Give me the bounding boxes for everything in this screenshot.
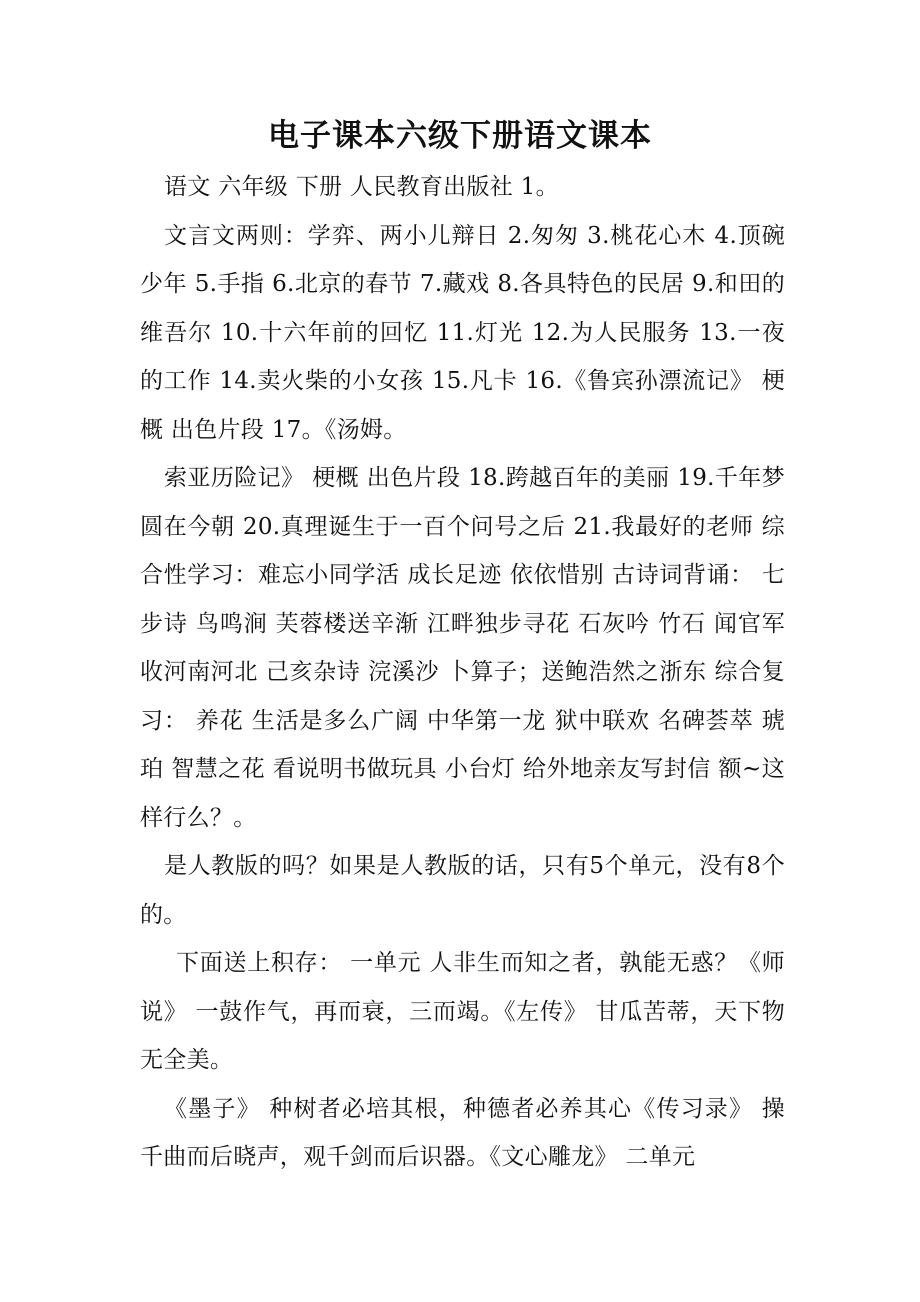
paragraph-note: 是人教版的吗？如果是人教版的话，只有5个单元，没有8个的。	[140, 853, 785, 928]
document-body	[140, 163, 785, 1182]
paragraph-intro: 语文 六年级 下册 人民教育出版社 1。	[164, 174, 559, 200]
paragraph-lesson-list-2: 索亚历险记》 梗概 出色片段 18.跨越百年的美丽 19.千年梦圆在今朝 20.真理诞生于一百个问号之后 21.我最好的老师 综合性学习：难忘小同学活 成长足迹 依依惜别 古诗词背诵： 七步诗 鸟鸣涧 芙蓉楼送辛渐 江畔独步寻花 石灰吟 竹石 闻官军收河南河北 己亥杂诗 浣溪沙 卜算子；送鲍浩然之浙东 综合复习： 养花 生活是多么广阔 中华第一龙 狱中联欢 名碑荟萃 琥珀 智慧之花 看说明书做玩具 小台灯 给外地亲友写封信 额~这样行么？。	[140, 465, 785, 831]
paragraph-quotes-1: 下面送上积存： 一单元 人非生而知之者，孰能无惑？《师说》 一鼓作气，再而衰，三而竭。《左传》 甘瓜苦蒂，天下物无全美。	[140, 950, 785, 1073]
paragraph-lesson-list-1: 文言文两则：学弈、两小儿辩日 2.匆匆 3.桃花心木 4.顶碗少年 5.手指 6.北京的春节 7.藏戏 8.各具特色的民居 9.和田的维吾尔 10.十六年前的回忆 11.灯光 12.为人民服务 13.一夜的工作 14.卖火柴的小女孩 15.凡卡 16.《鲁宾孙漂流记》 梗概 出色片段 17。《汤姆。	[140, 222, 785, 443]
paragraph-quotes-2: 《墨子》 种树者必培其根，种德者必养其心《传习录》 操千曲而后晓声，观千剑而后识器。《文心雕龙》 二单元	[140, 1095, 785, 1170]
document-title: 电子课本六级下册语文课本	[268, 118, 652, 154]
